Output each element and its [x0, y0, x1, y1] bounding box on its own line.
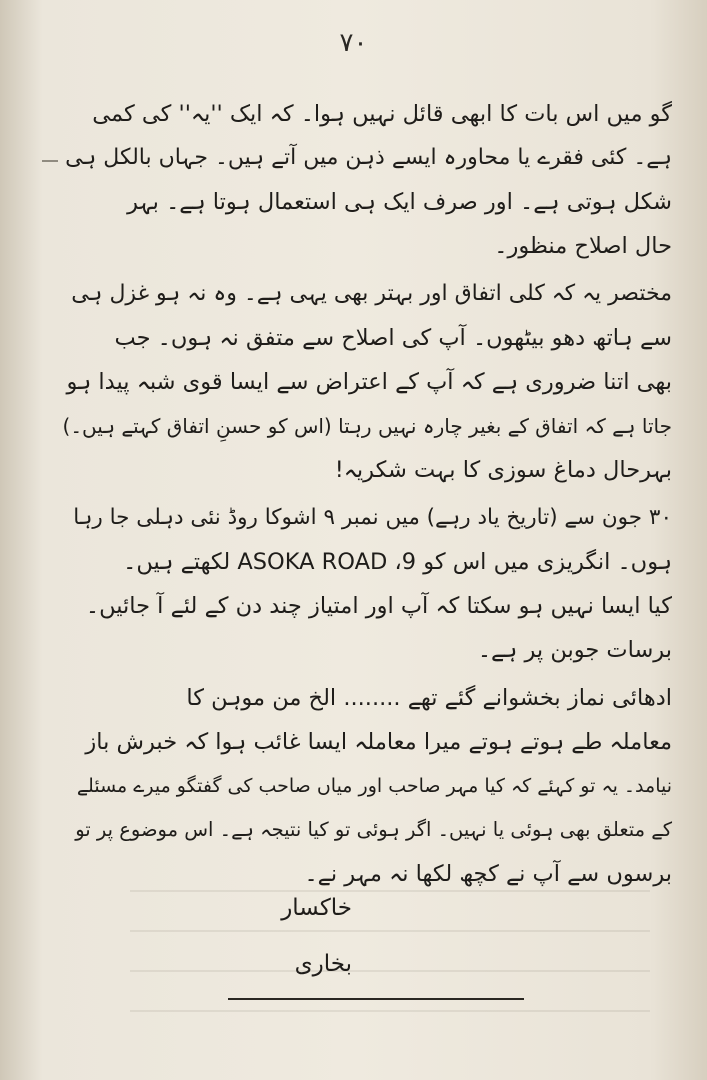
text-line: حال اصلاح منظور۔: [494, 233, 672, 259]
page-number: ۷۰: [339, 28, 368, 58]
end-rule: [228, 998, 524, 1000]
text-line: ہوں۔ انگریزی میں اس کو ASOKA ROAD ،9 لکھتے ہیں۔: [123, 549, 672, 575]
closing-salutation: خاکسار: [281, 895, 352, 921]
signature-block: [281, 880, 352, 992]
text-line: جاتا ہے کہ اتفاق کے بغیر چارہ نہیں رہتا (اس کو حسنِ اتفاق کہتے ہیں۔): [62, 414, 672, 438]
margin-mark: [42, 160, 58, 162]
text-line: مختصر یہ کہ کلی اتفاق اور بہتر بھی یہی ہے۔ وہ نہ ہو غزل ہی: [71, 281, 672, 306]
text-line: نیامد۔ یہ تو کہئے کہ کیا مہر صاحب اور میاں صاحب کی گفتگو میرے مسئلے: [76, 775, 672, 797]
text-line: برسوں سے آپ نے کچھ لکھا نہ مہر نے۔: [304, 861, 672, 887]
signature-name: بخاری: [294, 951, 352, 977]
show-through-texture: [130, 880, 650, 1050]
text-line: بھی اتنا ضروری ہے کہ آپ کے اعتراض سے ایسا قوی شبہ پیدا ہو: [66, 369, 672, 395]
text-line: کیا ایسا نہیں ہو سکتا کہ آپ اور امتیاز چند دن کے لئے آ جائیں۔: [85, 593, 672, 619]
text-line: شکل ہوتی ہے۔ اور صرف ایک ہی استعمال ہوتا ہے۔ بہر: [127, 189, 672, 215]
paragraph: [62, 496, 672, 672]
text-line: ہے۔ کئی فقرے یا محاورہ ایسے ذہن میں آتے ہیں۔ جہاں بالکل ہی: [65, 145, 672, 170]
text-line: برسات جوبن پر ہے۔: [477, 637, 672, 663]
text-line: گو میں اس بات کا ابھی قائل نہیں ہوا۔ کہ ایک ''یہ'' کی کمی: [92, 101, 672, 127]
text-line: ۳۰ جون سے (تاریخ یاد رہے) میں نمبر ۹ اشوکا روڈ نئی دہلی جا رہا: [73, 505, 672, 530]
text-line: ادھائی نماز بخشوانے گئے تھے ........ الخ من موہن کا: [186, 685, 672, 711]
paragraph: [62, 676, 672, 896]
text-line: سے ہاتھ دھو بیٹھوں۔ آپ کی اصلاح سے متفق نہ ہوں۔ جب: [114, 325, 672, 351]
paragraph: [62, 272, 672, 492]
text-line: بہرحال دماغ سوزی کا بہت شکریہ!: [334, 457, 672, 483]
paragraph: [62, 92, 672, 268]
text-line: معاملہ طے ہوتے ہوتے میرا معاملہ ایسا غائب ہوا کہ خبرش باز: [85, 729, 672, 755]
text-line: کے متعلق بھی ہوئی یا نہیں۔ اگر ہوئی تو کیا نتیجہ ہے۔ اس موضوع پر تو: [75, 818, 672, 841]
letter-body: [62, 92, 672, 896]
